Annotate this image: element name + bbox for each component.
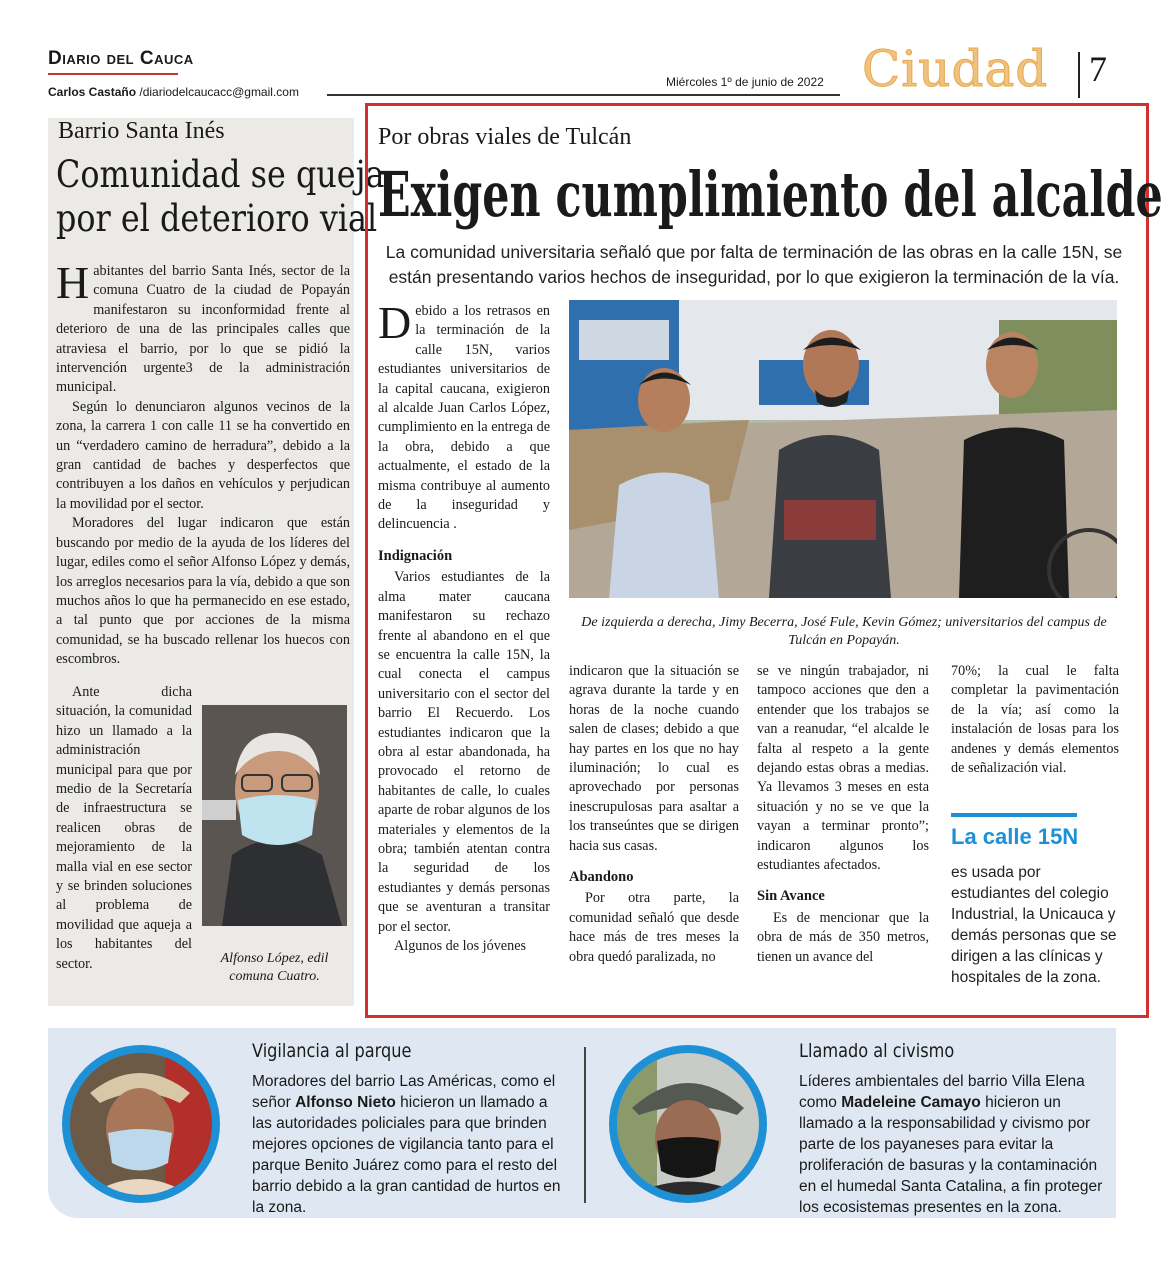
main-paragraph: Algunos de los jóvenes bbox=[394, 938, 527, 954]
sidebar-title: La calle 15N bbox=[951, 824, 1079, 849]
left-article-body bbox=[56, 257, 350, 670]
main-deck: La comunidad universitaria señaló que por falta de terminación de las obras en la calle 15N, se están presentando varios hechos de inseguridad, por lo que exigieron la terminación de la vía. bbox=[385, 242, 1123, 287]
page-number: 7 bbox=[1089, 49, 1107, 89]
main-paragraph: Es de mencionar que la obra de más de 350 metros, tienen un avance del bbox=[757, 909, 929, 965]
main-paragraph: indicaron que la situación se agrava durante la tarde y en horas de la noche cuando salen de clases; debido a que hay partes en los que no hay iluminación; lo cual es aprovechado por personas inescrupulosas para asaltar a los transeúntes que se dirigen hacia sus casas. bbox=[569, 663, 739, 854]
brief-vigilancia-title: Vigilancia al parque bbox=[252, 1040, 412, 1062]
brief-civismo-body bbox=[799, 1071, 1111, 1218]
brief-text: hicieron un llamado a las autoridades policiales para que brinden mejores opciones de vigilancia tanto para el parque Benito Juárez como para el resto del barrio debido a la gran cantidad de hurtos en la zona. bbox=[252, 1094, 561, 1216]
main-paragraph: Varios estudiantes de la alma mater caucana manifestaron su rechazo frente al abandono en el que se encuentra la calle 15N, la cual conecta el campus universitario con el sector del barrio El Recuerdo. Los estudiantes indicaron que la obra al estar abandonada, ha provocado el retorno de habitantes de calle, lo cuales aparte de robar algunos de los materiales y elementos de la obra; también atentan contra la seguridad de los estudiantes y demás personas que se aventuran a transitar por el sector. bbox=[378, 569, 550, 935]
main-column-1 bbox=[378, 297, 550, 956]
byline bbox=[48, 85, 299, 99]
brief-text: hicieron un llamado a la responsabilidad y civismo por parte de los payaneses para evitar la proliferación de basuras y la contaminación en el humedal Santa Catalina, a fin proteger los ecosistemas presentes en la zona. bbox=[799, 1094, 1103, 1216]
page-number-divider bbox=[1078, 52, 1080, 98]
drop-cap: D bbox=[378, 297, 412, 348]
alfonso-nieto-photo bbox=[62, 1045, 220, 1203]
issue-date: Miércoles 1º de junio de 2022 bbox=[666, 75, 824, 89]
drop-cap: H bbox=[56, 257, 90, 308]
left-article-title bbox=[56, 153, 385, 241]
brief-civismo-title: Llamado al civismo bbox=[799, 1040, 955, 1062]
sidebar-rule bbox=[951, 813, 1077, 817]
students-photo-caption: De izquierda a derecha, Jimy Becerra, José Fule, Kevin Gómez; universitarios del campus de Tulcán en Popayán. bbox=[581, 615, 1107, 648]
subhead-indignacion: Indignación bbox=[378, 547, 453, 564]
left-article-body-narrow bbox=[56, 683, 192, 974]
main-paragraph-text: ebido a los retrasos en la terminación de la calle 15N, varios estudiantes universitarios de la capital caucana, exigieron al alcalde Juan Carlos López, cumplimiento en la entrega de la obra, debido a que actualmente, el estado de la misma contribuye al aumento de la inseguridad y delincuencia . bbox=[378, 303, 550, 533]
main-column-3 bbox=[757, 662, 929, 967]
left-paragraph-text: abitantes del barrio Santa Inés, sector de la comuna Cuatro de la ciudad de Popayán manifestaron su inconformidad frente al deterioro de una de las principales calles que atraviesa el barrio, por lo que se pidió la intervención urgente3 de la administración municipal. bbox=[56, 263, 350, 396]
main-paragraph: 70%; la cual le falta completar la pavimentación de la vía; así como la instalación de losas para los andenes y demás elementos de señalización vial. bbox=[951, 663, 1119, 777]
author-email: /diariodelcaucacc@gmail.com bbox=[136, 85, 299, 99]
main-paragraph: Por otra parte, la comunidad señaló que desde hace más de tres meses la obra quedó paralizada, no bbox=[569, 890, 739, 965]
header-rule bbox=[327, 94, 840, 96]
brief-text: Líderes ambientales del barrio Villa Elena como bbox=[799, 1073, 1085, 1111]
masthead-rule bbox=[48, 73, 178, 75]
masthead: Diario del Cauca bbox=[48, 48, 194, 69]
left-paragraph: Ante dicha situación, la comunidad hizo un llamado a la administración municipal para que por medio de la Secretaría de infraestructura se realicen obras de mejoramiento de la malla vial en ese sector y se brinden soluciones al problema de movilidad que aqueja a los habitantes del sector. bbox=[56, 684, 192, 972]
main-column-4 bbox=[951, 662, 1119, 778]
left-article-kicker: Barrio Santa Inés bbox=[58, 118, 225, 144]
left-paragraph: Moradores del lugar indicaron que están buscando por medio de la ayuda de los líderes del lugar, ediles como el señor Alfonso López y demás, los arreglos necesarios para la vía, debido a que son muchos años lo que ha permanecido en ese estado, a tal punto que por acciones de la misma comunidad, se ha buscado rellenar los huecos con escombros. bbox=[56, 515, 350, 668]
left-paragraph bbox=[56, 257, 350, 398]
left-title-line1: Comunidad se queja bbox=[56, 153, 385, 196]
alfonso-lopez-photo bbox=[202, 705, 347, 926]
students-photo bbox=[569, 300, 1117, 598]
main-paragraph bbox=[378, 297, 550, 535]
briefs-divider bbox=[584, 1047, 586, 1203]
main-headline: Exigen cumplimiento del alcalde bbox=[378, 158, 1163, 231]
left-paragraph: Según lo denunciaron algunos vecinos de la zona, la carrera 1 con calle 11 se ha convertido en un “verdadero camino de herradura”, debido a la gran cantidad de baches y desperfectos que contribuyen a los daños en vehículos y perjudican la movilidad por el sector. bbox=[56, 398, 350, 512]
main-column-2 bbox=[569, 662, 739, 967]
brief-person-name: Alfonso Nieto bbox=[295, 1094, 396, 1111]
brief-vigilancia-body bbox=[252, 1071, 564, 1218]
subhead-abandono: Abandono bbox=[569, 869, 634, 886]
brief-person-name: Madeleine Camayo bbox=[841, 1094, 981, 1111]
main-paragraph: se ve ningún trabajador, ni tampoco acciones que den a entender que los trabajos se van a reanudar, “el alcalde le falta al respeto a la gente dejando estas obras a medias. Ya llevamos 3 meses en esta situación y no se ve que la vayan a terminar pronto”; indicaron algunos los estudiantes afectados. bbox=[757, 663, 929, 874]
main-article-kicker: Por obras viales de Tulcán bbox=[378, 124, 632, 150]
sidebar-body: es usada por estudiantes del colegio Industrial, la Unicauca y demás personas que se dirigen a las clínicas y hospitales de la zona. bbox=[951, 864, 1117, 986]
left-photo-caption: Alfonso López, edil comuna Cuatro. bbox=[220, 951, 329, 984]
brief-text: Moradores del barrio Las Américas, como el señor bbox=[252, 1073, 556, 1111]
section-name: Ciudad bbox=[862, 40, 1049, 98]
subhead-sin-avance: Sin Avance bbox=[757, 888, 825, 905]
left-title-line2: por el deterioro vial bbox=[56, 197, 378, 240]
madeleine-camayo-photo bbox=[609, 1045, 767, 1203]
author-name: Carlos Castaño bbox=[48, 85, 137, 99]
